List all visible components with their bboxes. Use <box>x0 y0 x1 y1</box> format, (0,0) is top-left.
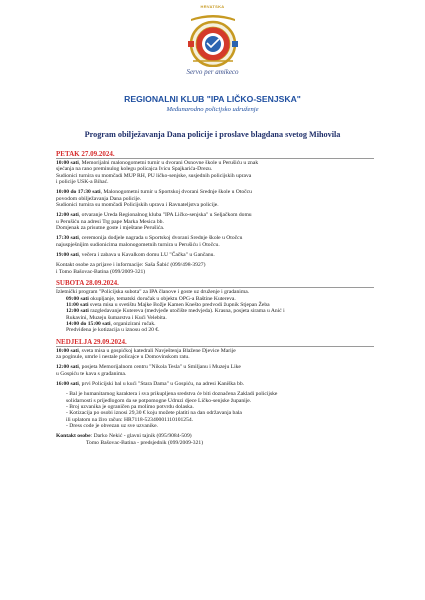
program-item <box>56 364 396 377</box>
line-text: - Broj uzvanika je ograničen pa molimo potvrdu dolaska. <box>66 403 194 410</box>
program-line <box>56 202 396 208</box>
line-text: sjećanja na rano preminulog kolegu policajca Ivicu Spajkarića-Drezu. <box>56 166 213 173</box>
program-item <box>56 289 396 333</box>
program-line <box>56 371 396 377</box>
line-text: solidarnosti s prijedlogom da se potpomogne Udruzi djece Ličko-senjske županije. <box>66 397 252 404</box>
program-line <box>56 354 396 360</box>
program-line <box>56 381 396 387</box>
line-text: Rukavini, Muzeju šumarstva i Kući Velebita. <box>66 314 167 321</box>
day-heading: SUBOTA 28.09.2024. <box>56 279 119 288</box>
ipa-emblem-icon <box>183 9 243 67</box>
day-heading: NEDJELJA 29.09.2024. <box>56 337 127 346</box>
time-label: 10:00 sati <box>56 347 79 354</box>
program-line <box>56 179 396 185</box>
line-text: , sveta misa u gospićkoj katedrali Navještenja Blažene Djevice Marije <box>78 347 236 354</box>
line-text: Kontakt osobe za prijave i informacije: Saša Šabić (099/498-3927) <box>56 262 206 269</box>
line-text: okupljanje, tematski doručak u objektu OPG-a Baštine Kutereva. <box>88 295 236 302</box>
day-heading: PETAK 27.09.2024. <box>56 150 115 158</box>
time-label: 10:00 sati <box>56 160 79 166</box>
time-label: 12:00 sati <box>66 308 89 315</box>
header-logo <box>0 4 425 76</box>
time-label: 17:30 sati <box>56 235 79 242</box>
line-text: , Malonogometni turnir u Sportskoj dvorani Srednje škole u Otočcu <box>100 189 252 196</box>
time-label: 12:00 sati <box>56 364 79 371</box>
line-text: Izletnički program "Policijska subota" za IPA članove i goste uz druženje i gradanima. <box>56 289 250 296</box>
line-text: Domjenak za prisutne goste i mještane Perušića. <box>56 225 165 232</box>
time-label: 12:00 sati <box>56 212 79 219</box>
line-text: najuspješnijim sudionicima malonogometnih turnira u Perušiću i Otočcu. <box>56 241 220 248</box>
program-line <box>56 269 396 275</box>
line-text: : Darko Nekić - glavni tajnik (095/9084-509) <box>90 433 192 440</box>
time-label: 10:00 do 17:30 sati <box>56 189 101 196</box>
program-line <box>56 423 396 429</box>
club-name: REGIONALNI KLUB "IPA LIČKO-SENJSKA" <box>124 94 301 104</box>
time-label: 16:00 sati <box>56 380 79 387</box>
motto: Servo per amikeco <box>186 68 239 76</box>
program-item <box>56 160 396 185</box>
program-content <box>56 150 396 450</box>
day-section <box>56 279 396 333</box>
line-text: , večera i zabava u Kavalkom domu LU "Čačka" u Gančanu. <box>78 252 215 259</box>
line-text: Sudionici turnira su momčadi Policijskih uprava i Ravnateljstva policije. <box>56 202 219 209</box>
line-text: i Tomo Bašovac-Batina (099/2009-321) <box>56 268 146 275</box>
time-label: 14:00 do 15:00 sati <box>66 320 111 327</box>
line-text: u Perušiću na adresi Trg pape Marka Mesica bb. <box>56 218 164 225</box>
club-subtitle: Međunarodno policijsko udruženje <box>166 106 259 113</box>
program-item <box>56 348 396 361</box>
program-line <box>56 440 396 446</box>
day-divider <box>56 346 374 347</box>
line-text: , posjeta Memorijalnom centru "Nikola Tesla" u Smiljanu i Muzeju Like <box>78 364 241 371</box>
program-line <box>56 242 396 248</box>
program-item <box>56 235 396 248</box>
program-item <box>56 391 396 429</box>
line-text: - Kotizacija po osobi iznosi 29,30 € koju možete platiti na dan održavanja bala <box>66 410 242 417</box>
time-label: 09:00 sati <box>66 295 89 302</box>
line-text: , prvi Policijski bal u kući "Stara Dama" u Gospiću, na adresi Kaniška bb. <box>78 380 245 387</box>
line-text: , ceremonija dodjele nagrada u Sportskoj dvorani Srednje škole u Otočcu <box>78 235 243 242</box>
line-text: Tomo Bašovac-Batina - predsjednik (099/2009-321) <box>86 439 204 446</box>
day-section <box>56 338 396 446</box>
line-text: u Gospiću te kava s građanima. <box>56 370 127 377</box>
program-line <box>56 225 396 231</box>
line-text: i policije USK-a Bihać. <box>56 179 109 186</box>
program-item <box>56 189 396 208</box>
logo-text: HRVATSKA <box>200 4 225 9</box>
line-text: , otvaranje Ureda Regionalnog kluba "IPA Ličko-senjska" u Seljačkom domu <box>78 212 252 219</box>
program-item <box>56 433 396 446</box>
program-line <box>56 327 396 333</box>
line-text: - Bal je humanitarnog karaktera i sva prikupljena sredstva će biti doznačena Zakladi policijske <box>66 391 278 398</box>
line-text: , organizirani ručak. <box>110 320 156 327</box>
program-item <box>56 381 396 387</box>
line-text: , Memorijalni malonogometni turnir u dvorani Osnovne škole u Perušiću u znak <box>78 160 259 166</box>
program-line <box>56 252 396 258</box>
day-divider <box>56 287 374 288</box>
program-item <box>56 262 396 275</box>
line-text: ili uplatom na žiro račun: HR7118-52340001110101254. <box>66 416 194 423</box>
line-text: razgledavanje Kutereva (medvjeđe utočište medvjeda). Krasna, posjeta sirama u Anić i <box>88 308 285 315</box>
day-section <box>56 150 396 275</box>
line-text: - Dress code je obvezan uz sve uzvanike. <box>66 423 158 429</box>
time-label: 11:00 sati <box>66 301 89 308</box>
time-label: Kontakt osobe <box>56 433 91 440</box>
line-text: za poginule, umrle i nestale policajce u Domovinskom ratu. <box>56 353 190 360</box>
line-text: sveta misa u svetištu Majke Božje Kamen Knešto predvodi župnik Stjepan Žeba <box>88 301 270 308</box>
program-item <box>56 212 396 231</box>
program-item <box>56 252 396 258</box>
program-title: Program obilježavanja Dana policije i proslave blagdana svetog Mihovila <box>84 130 341 139</box>
line-text: Predviđena je kotizacija u iznosu od 20 €. <box>66 327 160 334</box>
line-text: povodom obilježavanja Dana policije. <box>56 195 142 202</box>
line-text: Sudionici turnira su momčadi MUP RH, PU ličko-senjske, susjednih policijskih uprava <box>56 172 252 179</box>
day-divider <box>56 158 374 159</box>
time-label: 19:00 sati <box>56 252 79 259</box>
